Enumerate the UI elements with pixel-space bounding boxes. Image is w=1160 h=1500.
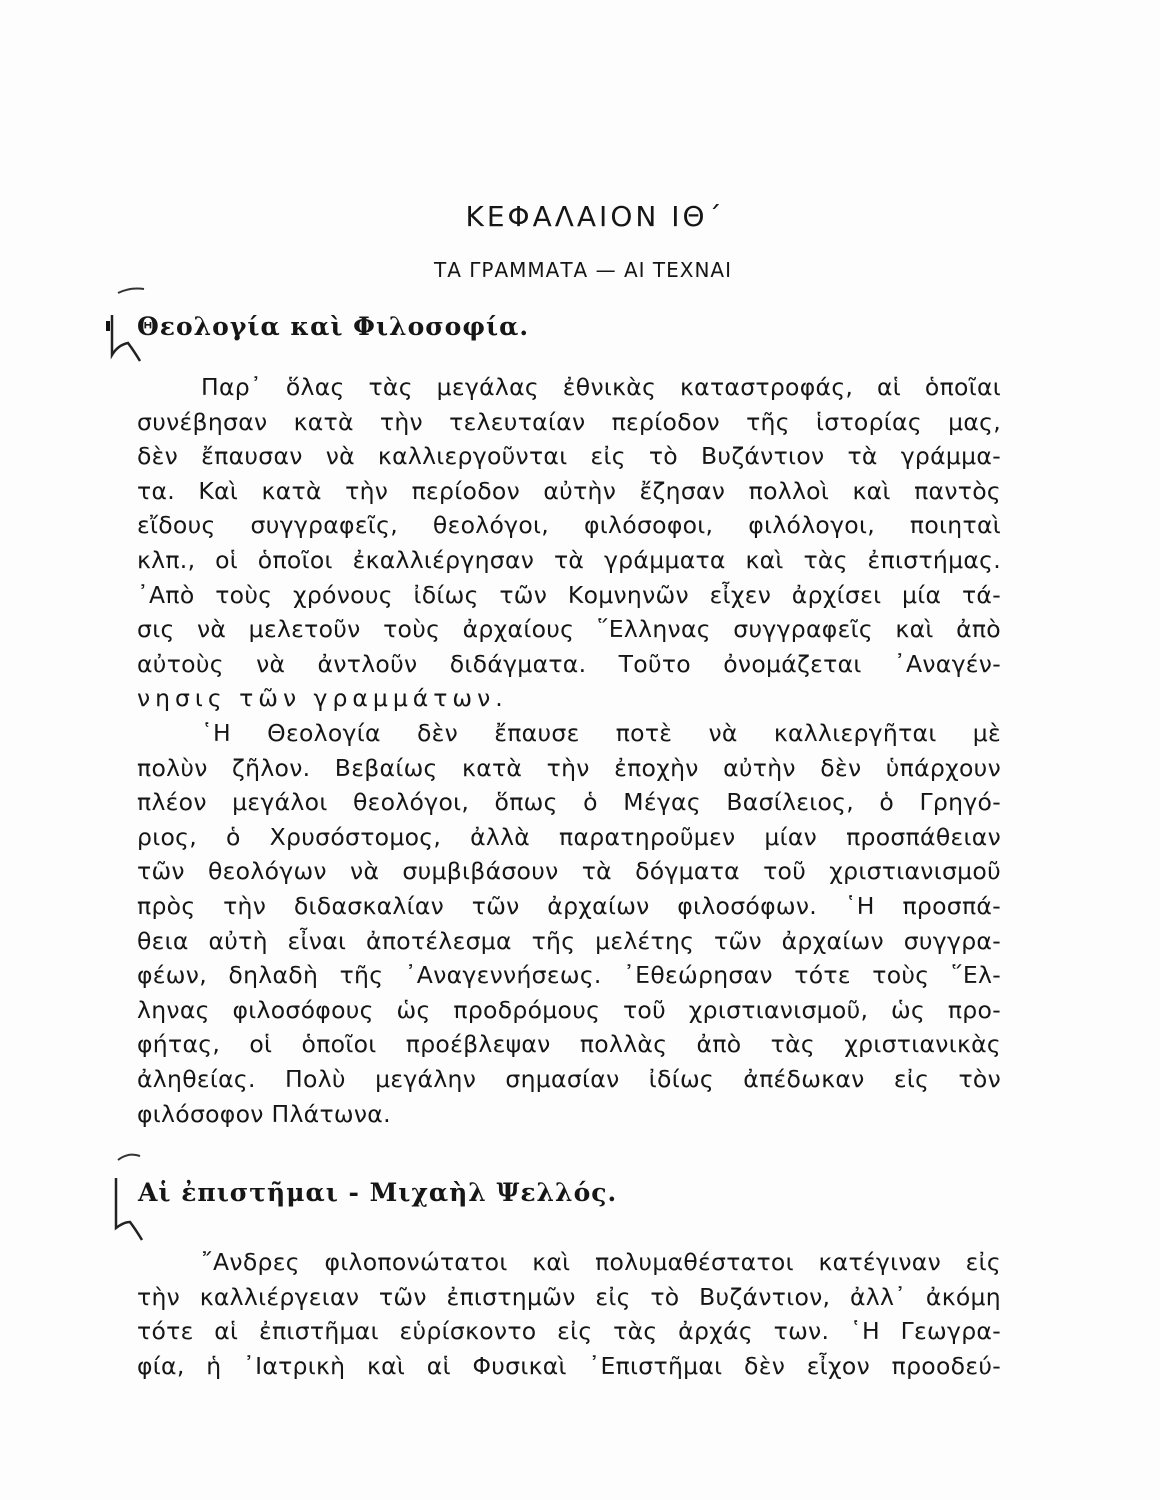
chapter-subtitle: ΤΑ ΓΡΑΜΜΑΤΑ — ΑΙ ΤΕΧΝΑΙ <box>434 258 732 282</box>
text-line: νησις τῶν γραμμάτων. <box>137 684 508 713</box>
text-line: αὐτοὺς νὰ ἀντλοῦν διδάγματα. Τοῦτο ὀνομάζεται ᾽Αναγέν- <box>137 649 1001 678</box>
paragraph-theology <box>137 716 1001 1131</box>
text-line: τα. Καὶ κατὰ τὴν περίοδον αὐτὴν ἔζησαν πολλοὶ καὶ παντὸς <box>137 476 1001 505</box>
text-line: ριος, ὁ Χρυσόστομος, ἀλλὰ παρατηροῦμεν μίαν προσπάθειαν <box>137 822 1001 851</box>
text-line: ῎Ανδρες φιλοπονώτατοι καὶ πολυμαθέστατοι κατέγιναν εἰς <box>201 1248 1001 1276</box>
text-line: φιλόσοφον Πλάτωνα. <box>137 1099 391 1128</box>
text-line: Παρ᾽ ὅλας τὰς μεγάλας ἐθνικὰς καταστροφάς, αἱ ὁποῖαι <box>201 373 1001 401</box>
text-line: κλπ., οἱ ὁποῖοι ἐκαλλιέργησαν τὰ γράμματα καὶ τὰς ἐπιστήμας. <box>137 545 1001 574</box>
paragraph-sciences <box>137 1245 1001 1383</box>
text-line: φέων, δηλαδὴ τῆς ᾽Αναγεννήσεως. ᾽Εθεώρησαν τότε τοὺς ῞Ελ- <box>137 961 1001 990</box>
paragraph-renaissance <box>137 370 1001 716</box>
section-heading-sciences: Αἱ ἐπιστῆμαι - Μιχαὴλ Ψελλός. <box>138 1178 618 1207</box>
text-line: ληνας φιλοσόφους ὡς προδρόμους τοῦ χριστιανισμοῦ, ὡς προ- <box>137 995 1001 1024</box>
text-line: τῶν θεολόγων νὰ συμβιβάσουν τὰ δόγματα τοῦ χριστιανισμοῦ <box>137 857 1001 886</box>
text-line: εἴδους συγγραφεῖς, θεολόγοι, φιλόσοφοι, φιλόλογοι, ποιηταὶ <box>137 511 1001 540</box>
text-line: συνέβησαν κατὰ τὴν τελευταίαν περίοδον τῆς ἱστορίας μας, <box>137 407 1001 436</box>
section-heading-theology: Θεολογία καὶ Φιλοσοφία. <box>137 312 530 341</box>
text-line: σις νὰ μελετοῦν τοὺς ἀρχαίους ῞Ελληνας συγγραφεῖς καὶ ἀπὸ <box>137 615 1001 644</box>
text-line: ῾Η Θεολογία δὲν ἔπαυσε ποτὲ νὰ καλλιεργῆται μὲ <box>201 719 1001 747</box>
text-line: πρὸς τὴν διδασκαλίαν τῶν ἀρχαίων φιλοσόφων. ῾Η προσπά- <box>137 891 1001 920</box>
chapter-title: ΚΕΦΑΛΑΙΟΝ ΙΘ΄ <box>465 200 725 233</box>
text-line: πολὺν ζῆλον. Βεβαίως κατὰ τὴν ἐποχὴν αὐτὴν δὲν ὑπάρχουν <box>137 753 1001 782</box>
text-line: τότε αἱ ἐπιστῆμαι εὑρίσκοντο εἰς τὰς ἀρχάς των. ῾Η Γεωγρα- <box>137 1317 1001 1346</box>
text-line: φία, ἡ ᾽Ιατρικὴ καὶ αἱ Φυσικαὶ ᾽Επιστῆμαι δὲν εἶχον προοδεύ- <box>137 1351 1001 1380</box>
text-line: πλέον μεγάλοι θεολόγοι, ὅπως ὁ Μέγας Βασίλειος, ὁ Γρηγό- <box>137 788 1001 817</box>
text-line: θεια αὐτὴ εἶναι ἀποτέλεσμα τῆς μελέτης τῶν ἀρχαίων συγγρα- <box>137 926 1001 955</box>
text-line: ἀληθείας. Πολὺ μεγάλην σημασίαν ἰδίως ἀπέδωκαν εἰς τὸν <box>137 1064 1001 1093</box>
text-line: δὲν ἔπαυσαν νὰ καλλιεργοῦνται εἰς τὸ Βυζάντιον τὰ γράμμα- <box>137 442 1001 471</box>
text-line: ᾽Απὸ τοὺς χρόνους ἰδίως τῶν Κομνηνῶν εἶχεν ἀρχίσει μία τά- <box>137 580 1001 609</box>
text-line: φήτας, οἱ ὁποῖοι προέβλεψαν πολλὰς ἀπὸ τὰς χριστιανικὰς <box>137 1030 1001 1059</box>
text-line: τὴν καλλιέργειαν τῶν ἐπιστημῶν εἰς τὸ Βυζάντιον, ἀλλ᾽ ἀκόμη <box>137 1282 1001 1311</box>
